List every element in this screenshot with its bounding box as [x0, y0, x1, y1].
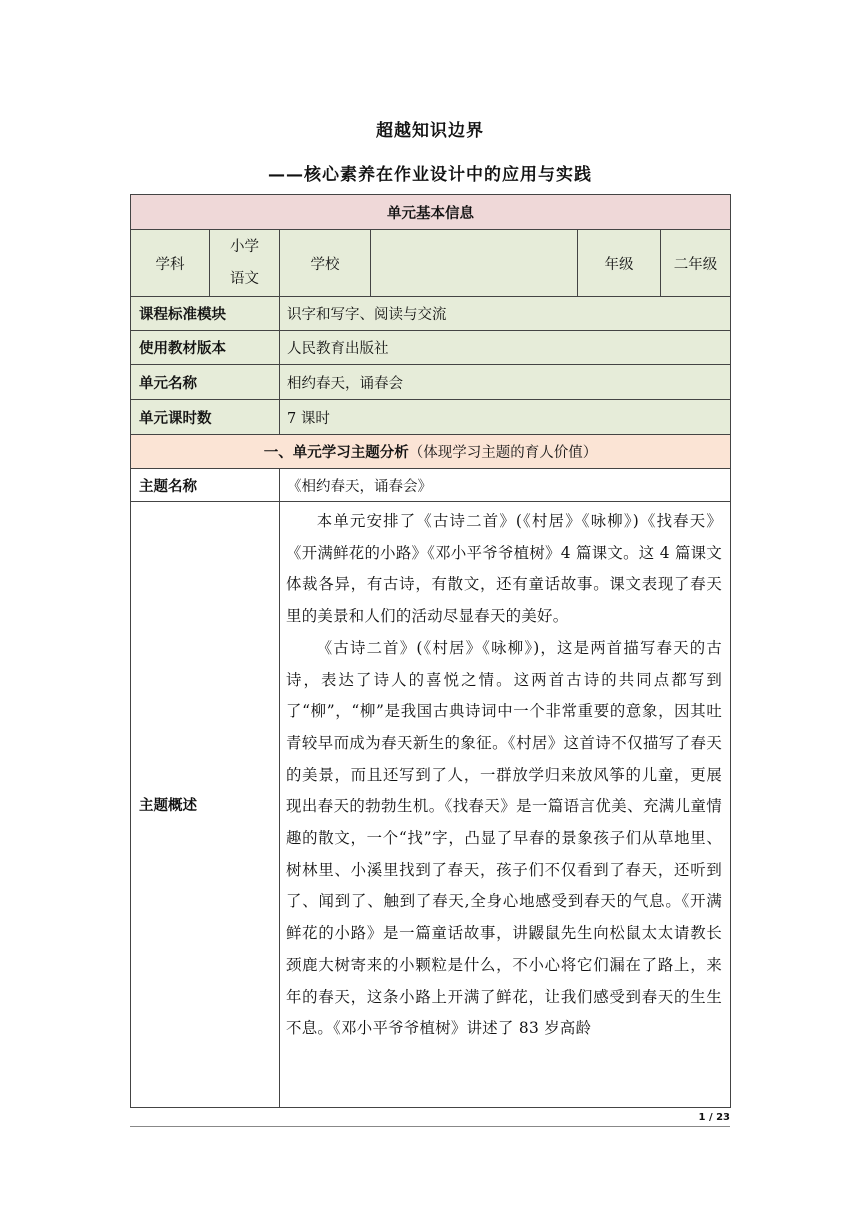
subject-label: 学科 — [131, 230, 210, 297]
overview-label: 主题概述 — [131, 502, 280, 1108]
overview-paragraph-2: 《古诗二首》(《村居》《咏柳》)，这是两首描写春天的古诗，表达了诗人的喜悦之情。这两首古诗的共同点都写到了“柳”，“柳”是我国古典诗词中一个非常重要的意象，因其吐青较早而成为春天新生的象征。《村居》这首诗不仅描写了春天的美景，而且还写到了人，一群放学归来放风筝的儿童，更展现出春天的勃勃生机。《找春天》是一篇语言优美、充满儿童情趣的散文，一个“找”字，凸显了早春的景象孩子们从草地里、树林里、小溪里找到了春天，孩子们不仅看到了春天，还听到了、闻到了、触到了春天,全身心地感受到春天的气息。《开满鲜花的小路》是一篇童话故事，讲鼹鼠先生向松鼠太太请教长颈鹿大树寄来的小颗粒是什么，不小心将它们漏在了路上，来年的春天，这条小路上开满了鲜花，让我们感受到春天的生生不息。《邓小平爷爷植树》讲述了 83 岁高龄 — [286, 638, 723, 1038]
topic-name-value: 《相约春天，诵春会》 — [280, 469, 731, 502]
school-label: 学校 — [280, 230, 371, 297]
document-title: 超越知识边界 — [376, 121, 484, 141]
row-value-textbook: 人民教育出版社 — [280, 331, 731, 365]
row-label-hours: 单元课时数 — [131, 400, 280, 435]
unit-info-table — [130, 194, 731, 1108]
section1-header-bold: 一、单元学习主题分析 — [263, 445, 409, 461]
document-subtitle: ——核心素养在作业设计中的应用与实践 — [268, 165, 592, 185]
row-value-unit-name: 相约春天，诵春会 — [280, 365, 731, 400]
grade-label: 年级 — [578, 230, 661, 297]
section1-header-note: （体现学习主题的育人价值） — [408, 445, 598, 461]
overview-content — [280, 502, 731, 1108]
row-label-textbook: 使用教材版本 — [131, 331, 280, 365]
footer-rule — [130, 1126, 730, 1127]
page-number: 1 / 23 — [698, 1112, 730, 1123]
row-label-unit-name: 单元名称 — [131, 365, 280, 400]
row-label-curriculum: 课程标准模块 — [131, 297, 280, 331]
subject-value — [210, 230, 280, 297]
subject-value-line2: 语文 — [230, 271, 259, 287]
subject-value-line1: 小学 — [230, 239, 259, 255]
school-value — [371, 230, 578, 297]
grade-value: 二年级 — [661, 230, 731, 297]
topic-name-label: 主题名称 — [131, 469, 280, 502]
row-value-curriculum: 识字和写字、阅读与交流 — [280, 297, 731, 331]
section1-header — [131, 435, 731, 469]
unit-info-header: 单元基本信息 — [131, 195, 731, 230]
overview-paragraph-1: 本单元安排了《古诗二首》(《村居》《咏柳》)《找春天》《开满鲜花的小路》《邓小平爷爷植树》4 篇课文。这 4 篇课文体裁各异，有古诗，有散文，还有童话故事。课文表现了春天里的美景和人们的活动尽显春天的美好。 — [286, 512, 723, 626]
row-value-hours: 7 课时 — [280, 400, 731, 435]
